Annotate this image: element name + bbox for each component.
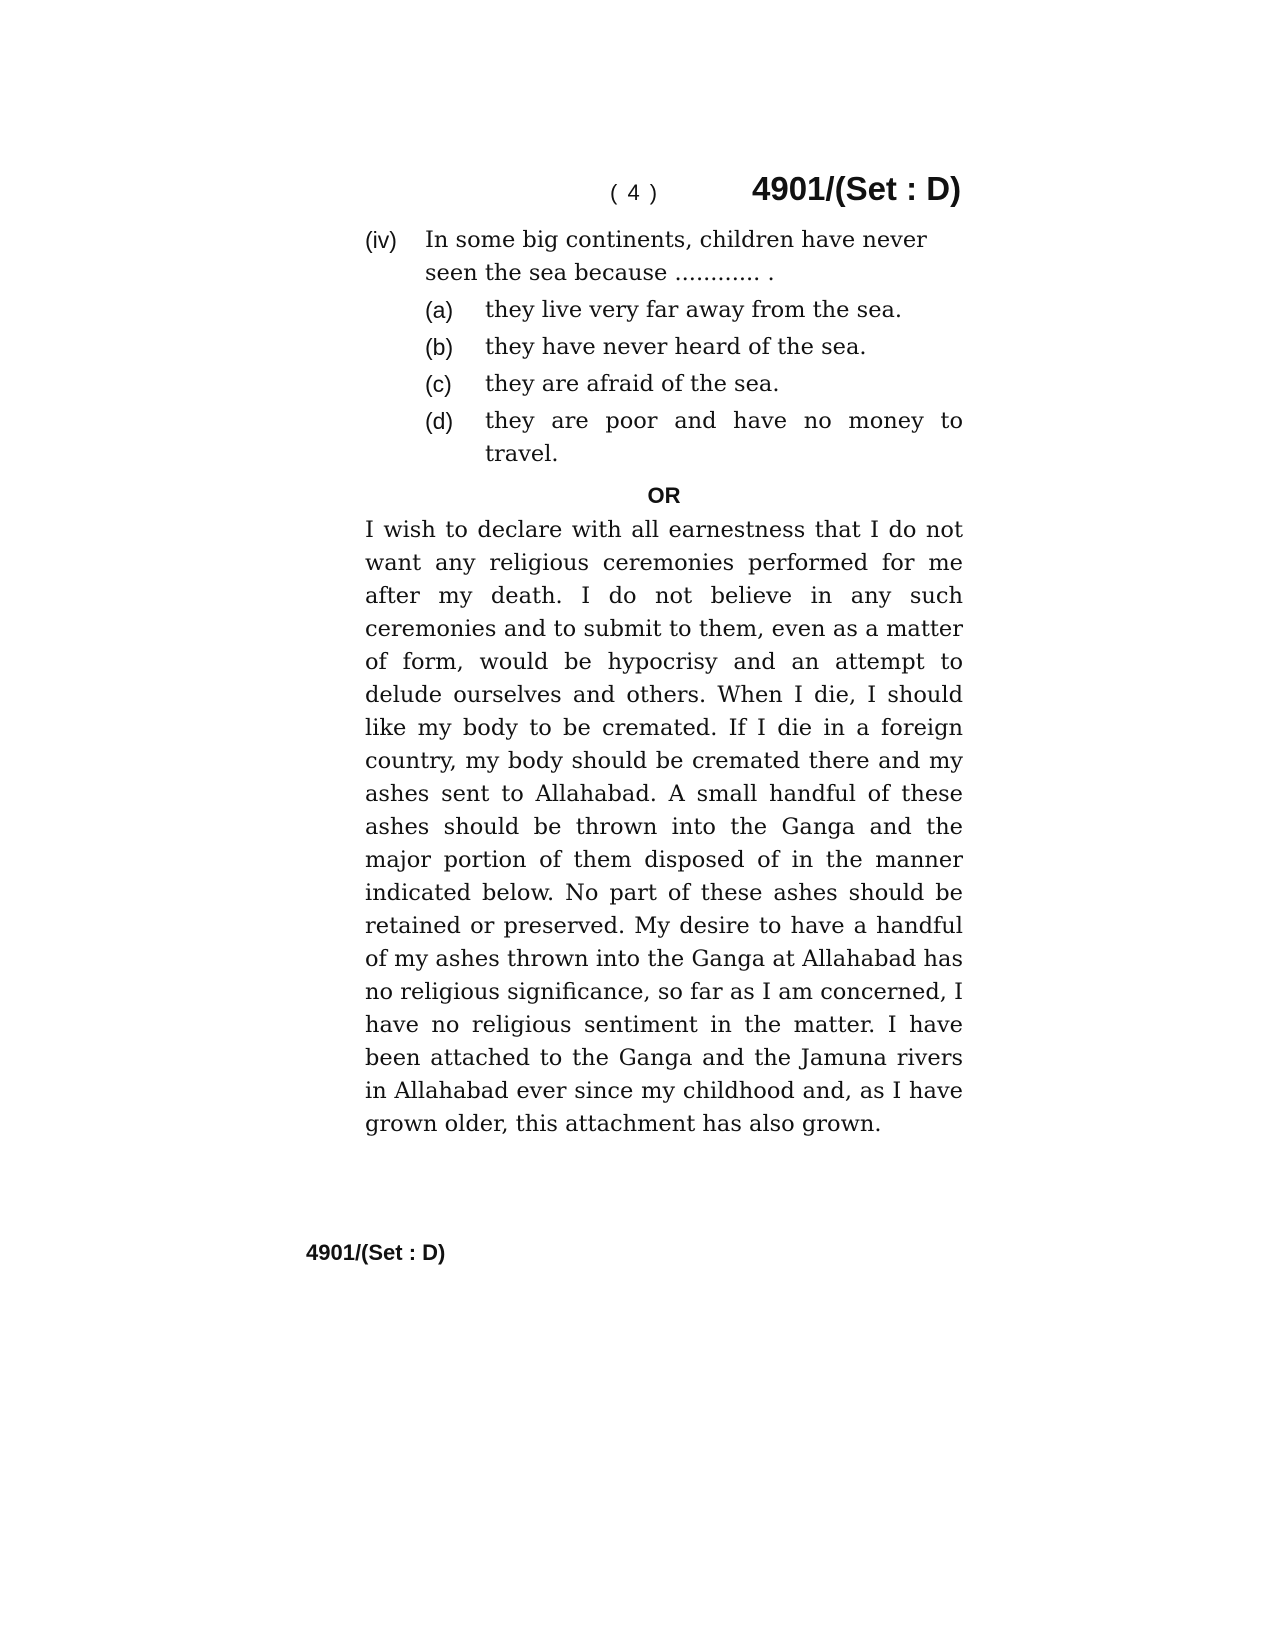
question-number: (iv) [365, 227, 397, 253]
option-c [425, 368, 963, 401]
paper-code-header: 4901/(Set : D) [752, 170, 962, 207]
page-number: ( 4 ) [610, 180, 660, 205]
or-divider: OR [647, 483, 681, 508]
option-text: they are poor and have no money to travel. [485, 408, 963, 467]
option-d [425, 405, 963, 471]
option-text: they have never heard of the sea. [485, 334, 867, 360]
option-text: they live very far away from the sea. [485, 297, 903, 323]
option-label: (c) [425, 371, 452, 397]
option-label: (b) [425, 334, 454, 360]
passage-paragraph: I wish to declare with all earnestness that I do not want any religious ceremonies performed for me after my death. I do not believe in any such ceremonies and to submit to them, even as a matter of form, would be hypocrisy and an attempt to delude ourselves and others. When I die, I should like my body to be cremated. If I die in a foreign country, my body should be cremated there and my ashes sent to Allahabad. A small handful of these ashes should be thrown into the Ganga and the major portion of them disposed of in the manner indicated below. No part of these ashes should be retained or preserved. My desire to have a handful of my ashes thrown into the Ganga at Allahabad has no religious significance, so far as I am concerned, I have no religious sentiment in the matter. I have been attached to the Ganga and the Jamuna rivers in Allahabad ever since my childhood and, as I have grown older, this attachment has also grown. [365, 517, 963, 1137]
option-text: they are afraid of the sea. [485, 371, 780, 397]
page-content [365, 224, 963, 1141]
question-text: In some big continents, children have never seen the sea because ............ . [425, 227, 927, 286]
paper-code-footer: 4901/(Set : D) [306, 1240, 446, 1265]
question-body [425, 224, 963, 475]
option-b [425, 331, 963, 364]
option-label: (d) [425, 408, 454, 434]
option-a [425, 294, 963, 327]
question-iv [365, 224, 963, 475]
option-label: (a) [425, 297, 454, 323]
